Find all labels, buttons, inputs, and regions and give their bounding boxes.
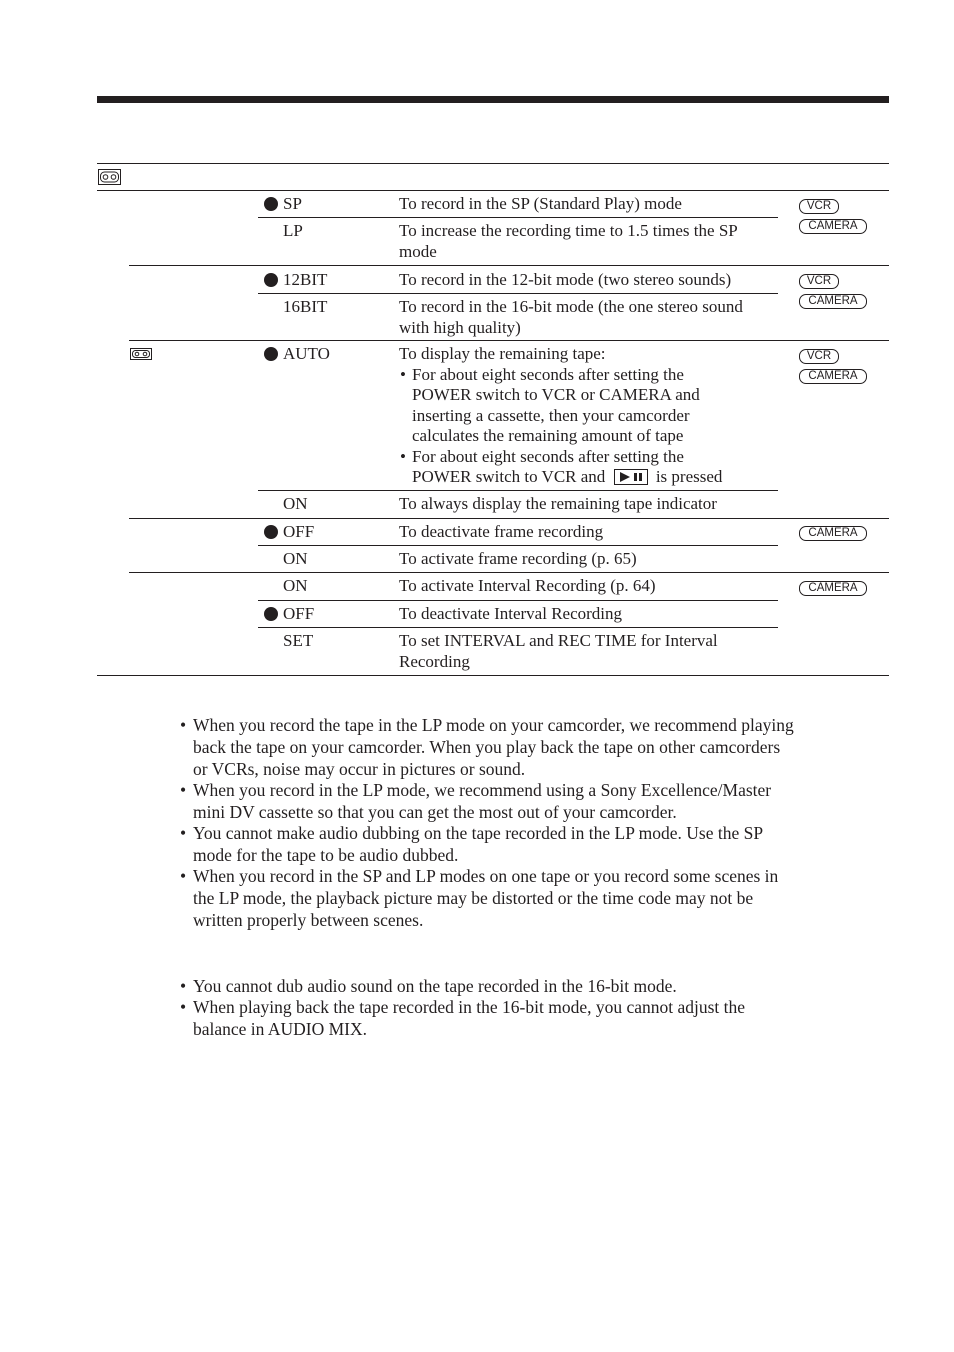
option-off-frame: OFF <box>283 522 315 541</box>
desc-on-tape: To always display the remaining tape indicator <box>399 494 717 513</box>
group-divider <box>129 572 889 573</box>
row-divider <box>258 217 778 218</box>
default-marker <box>264 347 278 361</box>
option-on-interval: ON <box>283 576 308 595</box>
bullet-mark: • <box>400 365 406 384</box>
desc-auto: To display the remaining tape: <box>399 344 606 363</box>
vcr-badge: VCR <box>799 274 839 289</box>
table-bottom-rule <box>97 675 889 676</box>
bullet-mark: • <box>400 447 406 466</box>
bullet-mark: • <box>180 997 187 1017</box>
bullet-mark: • <box>180 823 187 843</box>
note-lp-1-line-1: When you record the tape in the LP mode on your camcorder, we recommend playing <box>193 715 794 735</box>
camera-badge: CAMERA <box>799 294 867 309</box>
option-on-tape: ON <box>283 494 308 513</box>
note-audio-2-line-2: balance in AUDIO MIX. <box>193 1019 367 1039</box>
option-12bit: 12BIT <box>283 270 328 289</box>
note-lp-2-line-2: mini DV cassette so that you can get the most out of your camcorder. <box>193 802 677 822</box>
desc-on-frame: To activate frame recording (p. 65) <box>399 549 637 568</box>
row-divider <box>258 600 778 601</box>
desc-auto-b1-3: inserting a cassette, then your camcorder <box>412 406 690 425</box>
desc-16bit-2: with high quality) <box>399 318 521 337</box>
desc-auto-b1-4: calculates the remaining amount of tape <box>412 426 684 445</box>
camera-badge: CAMERA <box>799 526 867 541</box>
default-marker <box>264 607 278 621</box>
play-pause-icon <box>614 469 648 485</box>
table-top-rule <box>97 163 889 164</box>
note-audio-1-line-1: You cannot dub audio sound on the tape recorded in the 16-bit mode. <box>193 976 677 996</box>
table-header-rule <box>97 190 889 191</box>
option-set: SET <box>283 631 314 650</box>
bullet-mark: • <box>180 976 187 996</box>
bullet-mark: • <box>180 866 187 886</box>
desc-off-frame: To deactivate frame recording <box>399 522 604 541</box>
row-divider <box>258 490 778 491</box>
camera-badge: CAMERA <box>799 219 867 234</box>
desc-auto-b2-3: is pressed <box>655 467 723 486</box>
group-divider <box>129 340 889 341</box>
desc-12bit: To record in the 12-bit mode (two stereo sounds) <box>399 270 732 289</box>
desc-auto-b2-2: POWER switch to VCR and <box>412 467 606 486</box>
default-marker <box>264 525 278 539</box>
desc-auto-b1-2: POWER switch to VCR or CAMERA and <box>412 385 700 404</box>
note-audio-2-line-1: When playing back the tape recorded in the 16-bit mode, you cannot adjust the <box>193 997 746 1017</box>
desc-auto-b1-1: For about eight seconds after setting the <box>412 365 684 384</box>
row-divider <box>258 293 778 294</box>
option-auto: AUTO <box>283 344 330 363</box>
bullet-mark: • <box>180 780 187 800</box>
desc-on-interval: To activate Interval Recording (p. 64) <box>399 576 656 595</box>
camera-badge: CAMERA <box>799 369 867 384</box>
row-divider <box>258 627 778 628</box>
desc-lp-1: To increase the recording time to 1.5 times the SP <box>399 221 738 240</box>
note-lp-4-line-1: When you record in the SP and LP modes on one tape or you record some scenes in <box>193 866 779 886</box>
option-sp: SP <box>283 194 302 213</box>
bullet-mark: • <box>180 715 187 735</box>
default-marker <box>264 273 278 287</box>
desc-auto-b2-1: For about eight seconds after setting the <box>412 447 684 466</box>
note-lp-4-line-2: the LP mode, the playback picture may be distorted or the time code may not be <box>193 888 754 908</box>
desc-set-2: Recording <box>399 652 470 671</box>
note-lp-3-line-2: mode for the tape to be audio dubbed. <box>193 845 459 865</box>
desc-auto-b2-line <box>412 467 722 488</box>
vcr-badge: VCR <box>799 349 839 364</box>
note-lp-1-line-3: or VCRs, noise may occur in pictures or sound. <box>193 759 526 779</box>
camera-badge: CAMERA <box>799 581 867 596</box>
note-lp-2-line-1: When you record in the LP mode, we recommend using a Sony Excellence/Master <box>193 780 772 800</box>
note-lp-1-line-2: back the tape on your camcorder. When you play back the tape on other camcorders <box>193 737 781 757</box>
default-marker <box>264 197 278 211</box>
group-divider <box>129 265 889 266</box>
vcr-badge: VCR <box>799 199 839 214</box>
desc-off-interval: To deactivate Interval Recording <box>399 604 623 623</box>
header-rule <box>97 96 889 103</box>
row-divider <box>258 545 778 546</box>
group-divider <box>129 518 889 519</box>
option-lp: LP <box>283 221 303 240</box>
option-on-frame: ON <box>283 549 308 568</box>
desc-16bit-1: To record in the 16-bit mode (the one stereo sound <box>399 297 743 316</box>
option-16bit: 16BIT <box>283 297 328 316</box>
desc-set-1: To set INTERVAL and REC TIME for Interval <box>399 631 718 650</box>
option-off-interval: OFF <box>283 604 315 623</box>
cassette-icon <box>98 169 121 185</box>
desc-lp-2: mode <box>399 242 437 261</box>
note-lp-3-line-1: You cannot make audio dubbing on the tape recorded in the LP mode. Use the SP <box>193 823 764 843</box>
desc-sp: To record in the SP (Standard Play) mode <box>399 194 682 213</box>
note-lp-4-line-3: written properly between scenes. <box>193 910 424 930</box>
cassette-icon <box>130 348 152 360</box>
